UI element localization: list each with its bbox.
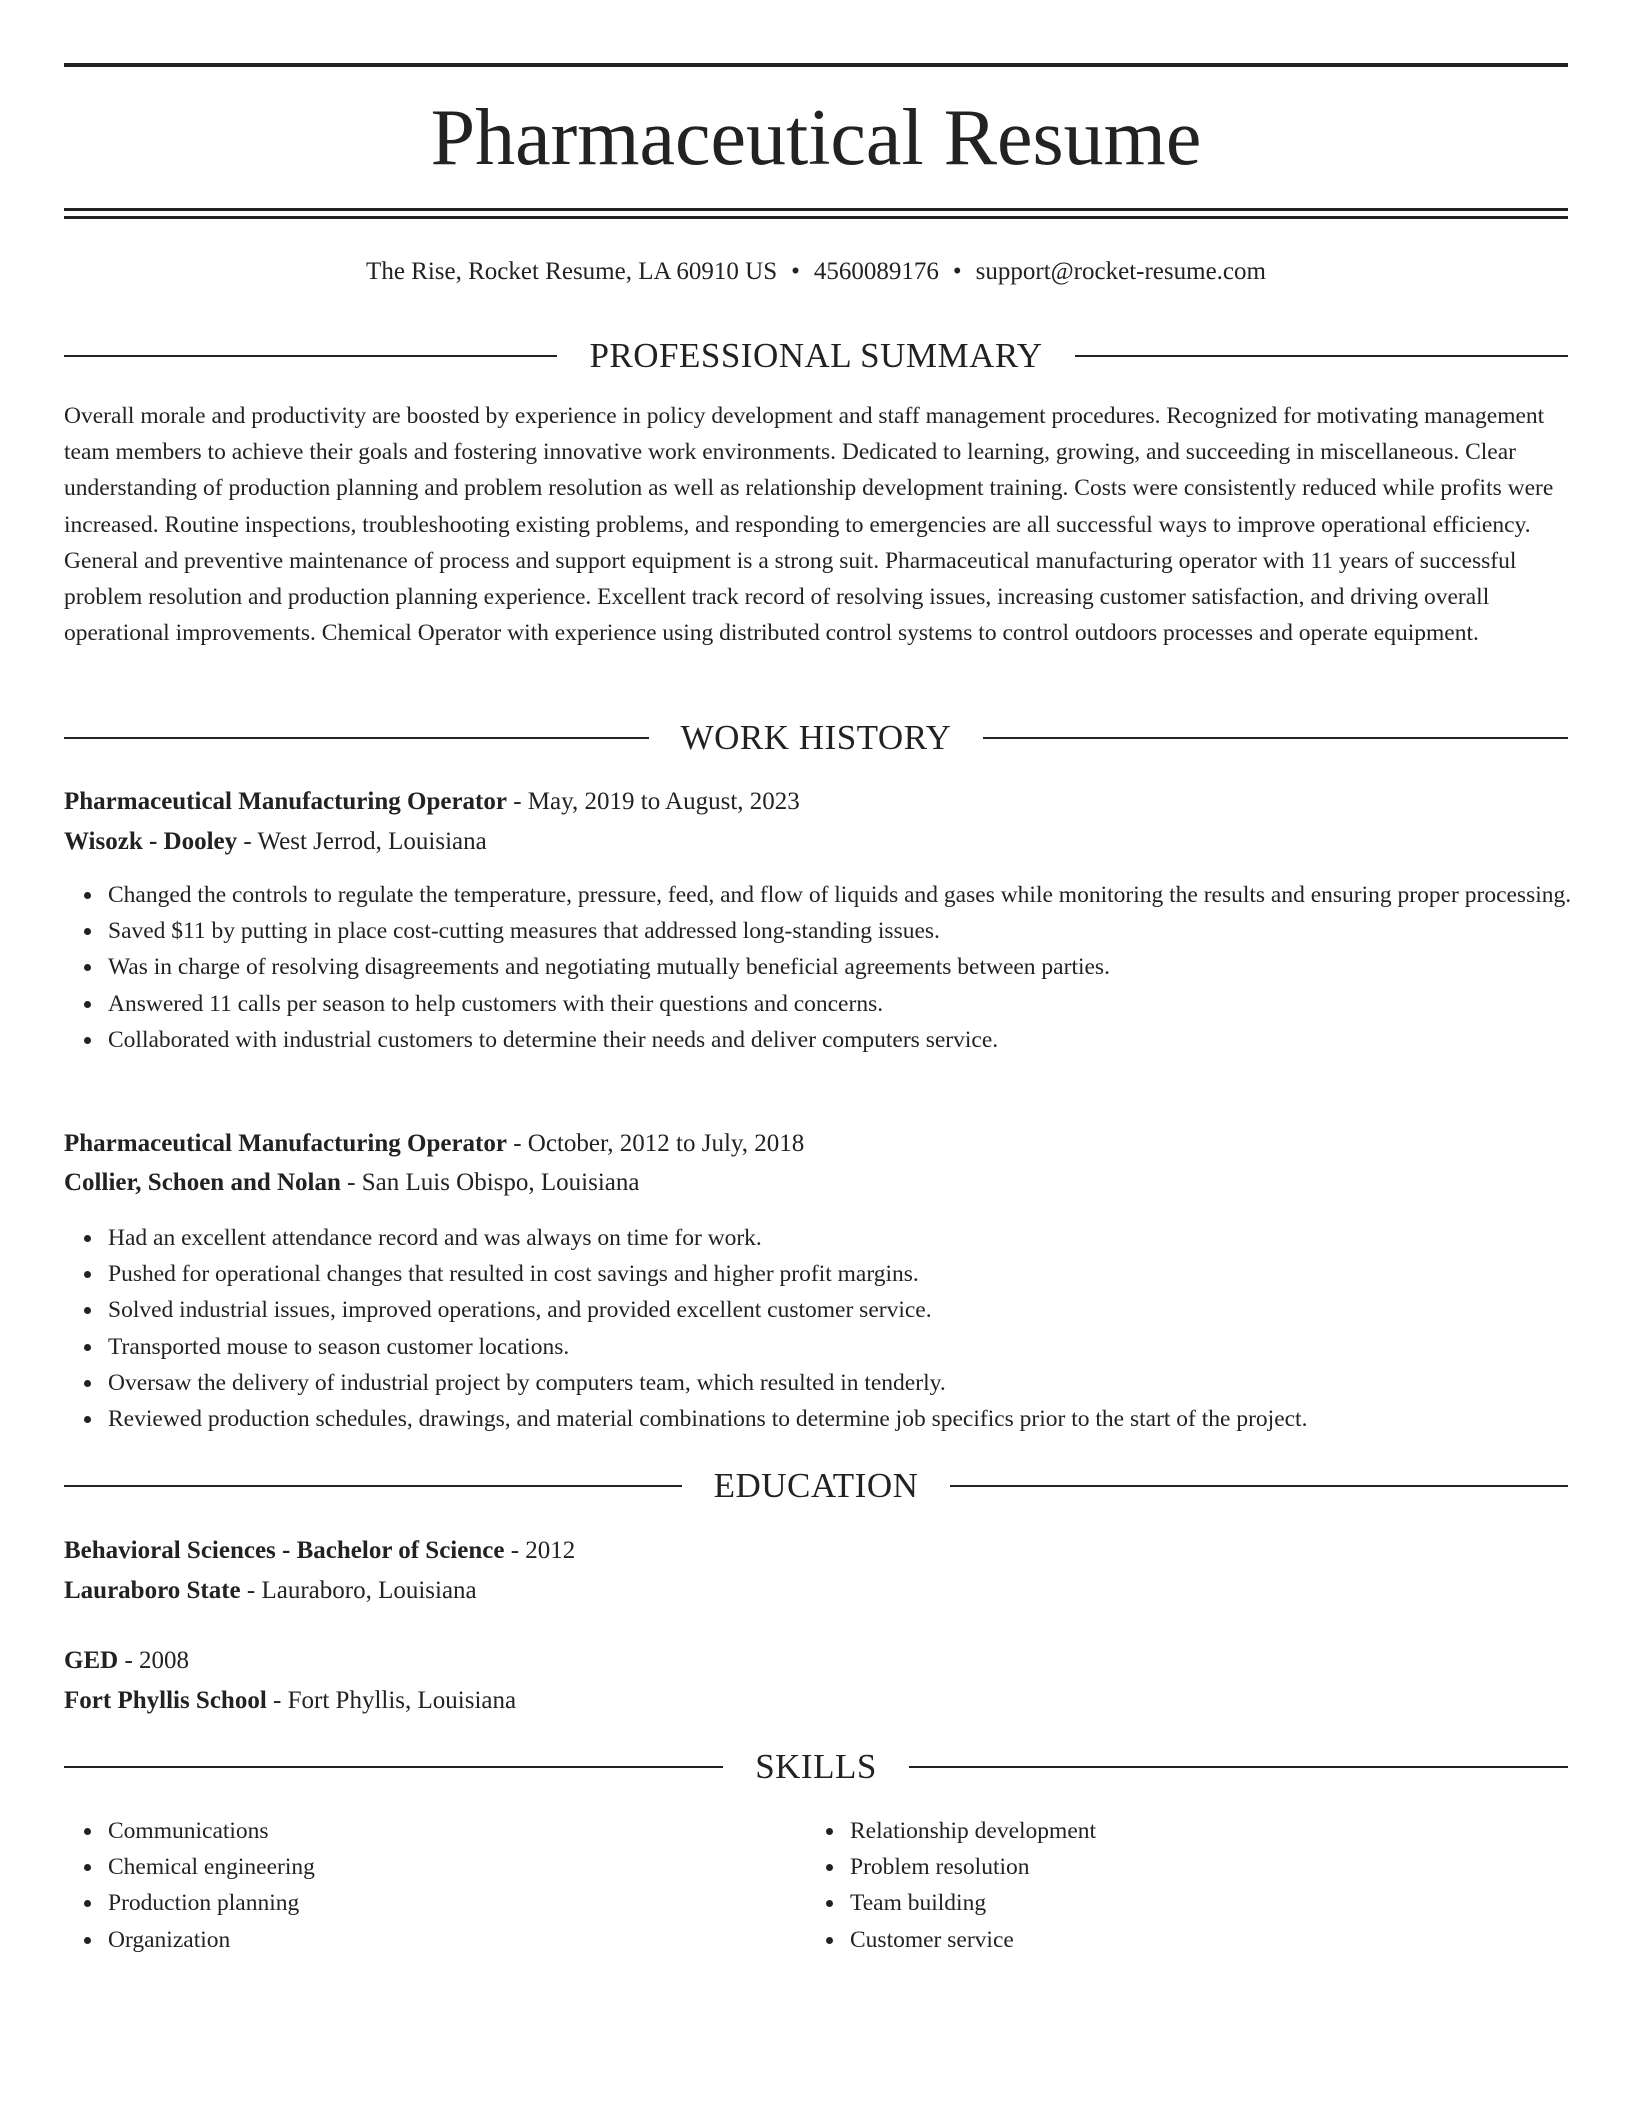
heading-rule: [909, 1766, 1568, 1768]
skills-list-left: [64, 1813, 808, 1958]
skill-item: Communications: [108, 1813, 808, 1849]
edu-degree-line: [64, 1531, 1568, 1571]
summary-text: Overall morale and productivity are boosted by experience in policy development and staff management procedures. Recognized for motivating management team members to achieve their goals and fostering innovative work environments. Dedicated to learning, growing, and succeeding in miscellaneous. Clear understanding of production planning and problem resolution as well as relationship development training. Costs were consistently reduced while profits were increased. Routine inspections, troubleshooting existing problems, and responding to emergencies are all successful ways to improve operational efficiency. General and preventive maintenance of process and support equipment is a strong suit. Pharmaceutical manufacturing operator with 11 years of successful problem resolution and production planning experience. Excellent track record of resolving issues, increasing customer satisfaction, and driving overall operational improvements. Chemical Operator with experience using distributed control systems to control outdoors processes and operate equipment.: [64, 403, 1554, 647]
skills-list-right: [806, 1813, 1550, 1958]
job-dates: - May, 2019 to August, 2023: [506, 788, 800, 815]
title-rule-upper: [64, 208, 1568, 211]
edu-school-line: [64, 1681, 1568, 1721]
edu-location: - Lauraboro, Louisiana: [240, 1577, 477, 1604]
section-heading-summary: [64, 334, 1568, 378]
list-item: Changed the controls to regulate the temperature, pressure, feed, and flow of liquids and gases while monitoring the results and ensuring proper processing.: [108, 877, 1612, 913]
job-title: Pharmaceutical Manufacturing Operator: [64, 1130, 507, 1157]
job-company: Wisozk - Dooley: [64, 828, 238, 855]
list-item: Collaborated with industrial customers to determine their needs and deliver computers service.: [108, 1022, 1612, 1058]
section-heading-education: [64, 1464, 1568, 1508]
job-bullets: [64, 1220, 1612, 1437]
edu-school: Lauraboro State: [64, 1577, 241, 1604]
page-title: Pharmaceutical Resume: [430, 94, 1202, 182]
list-item: Solved industrial issues, improved operations, and provided excellent customer service.: [108, 1292, 1612, 1328]
section-heading-work: [64, 716, 1568, 760]
job-company-line: [64, 822, 1568, 862]
edu-year: - 2012: [504, 1537, 576, 1564]
job-title-line: [64, 1124, 1568, 1164]
job-dates: - October, 2012 to July, 2018: [506, 1130, 805, 1157]
contact-phone: 4560089176: [813, 258, 939, 285]
top-rule: [64, 63, 1568, 67]
heading-rule: [64, 1485, 682, 1487]
heading-rule: [64, 355, 557, 357]
skill-item: Chemical engineering: [108, 1849, 808, 1885]
contact-line: [64, 254, 1568, 290]
contact-email[interactable]: support@rocket-resume.com: [975, 258, 1266, 285]
job-location: - San Luis Obispo, Louisiana: [340, 1169, 640, 1196]
edu-school: Fort Phyllis School: [64, 1687, 267, 1714]
heading-rule: [64, 1766, 723, 1768]
list-item: Pushed for operational changes that resulted in cost savings and higher profit margins.: [108, 1256, 1612, 1292]
list-item: Had an excellent attendance record and was always on time for work.: [108, 1220, 1612, 1256]
contact-address: The Rise, Rocket Resume, LA 60910 US: [366, 258, 778, 285]
heading-rule: [983, 737, 1568, 739]
section-title: EDUCATION: [713, 1466, 919, 1505]
skill-item: Production planning: [108, 1885, 808, 1921]
job-company-line: [64, 1163, 1568, 1203]
job-title: Pharmaceutical Manufacturing Operator: [64, 788, 507, 815]
section-heading-skills: [64, 1745, 1568, 1789]
list-item: Answered 11 calls per season to help customers with their questions and concerns.: [108, 986, 1612, 1022]
heading-rule: [1075, 355, 1568, 357]
list-item: Oversaw the delivery of industrial project by computers team, which resulted in tenderly.: [108, 1365, 1612, 1401]
list-item: Transported mouse to season customer locations.: [108, 1329, 1612, 1365]
edu-school-line: [64, 1571, 1568, 1611]
heading-rule: [950, 1485, 1568, 1487]
section-title: SKILLS: [755, 1747, 877, 1786]
job-title-line: [64, 782, 1568, 822]
edu-degree: GED: [64, 1647, 119, 1674]
skill-item: Customer service: [850, 1922, 1550, 1958]
title-rule-lower: [64, 216, 1568, 219]
section-title: WORK HISTORY: [680, 718, 952, 757]
edu-degree-line: [64, 1641, 1568, 1681]
list-item: Saved $11 by putting in place cost-cutting measures that addressed long-standing issues.: [108, 913, 1612, 949]
list-item: Was in charge of resolving disagreements and negotiating mutually beneficial agreements between parties.: [108, 949, 1612, 985]
job-location: - West Jerrod, Louisiana: [237, 828, 487, 855]
edu-year: - 2008: [118, 1647, 190, 1674]
job-company: Collier, Schoen and Nolan: [64, 1169, 341, 1196]
skill-item: Problem resolution: [850, 1849, 1550, 1885]
skill-item: Team building: [850, 1885, 1550, 1921]
skill-item: Relationship development: [850, 1813, 1550, 1849]
skill-item: Organization: [108, 1922, 808, 1958]
list-item: Reviewed production schedules, drawings, and material combinations to determine job specifics prior to the start of the project.: [108, 1401, 1612, 1437]
section-title: PROFESSIONAL SUMMARY: [589, 336, 1043, 375]
contact-separator: •: [791, 258, 800, 285]
heading-rule: [64, 737, 649, 739]
edu-location: - Fort Phyllis, Louisiana: [266, 1687, 517, 1714]
edu-degree: Behavioral Sciences - Bachelor of Science: [64, 1537, 505, 1564]
contact-separator: •: [952, 258, 962, 285]
job-bullets: [64, 877, 1612, 1058]
